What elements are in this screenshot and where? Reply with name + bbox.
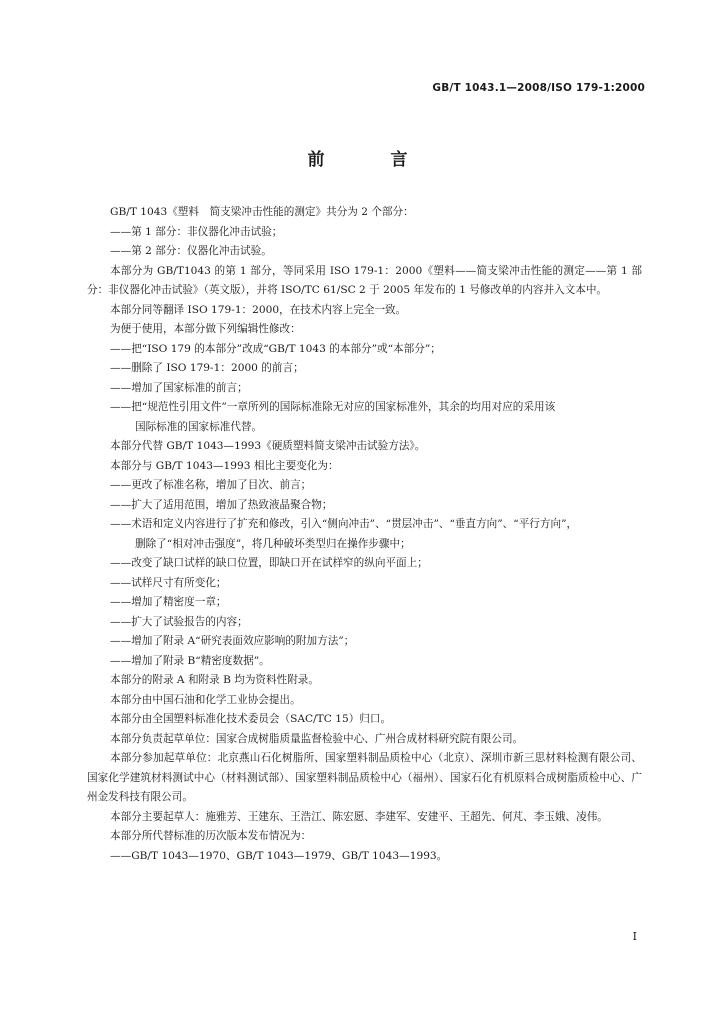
list-item: ——删除了 ISO 179-1：2000 的前言； (110, 362, 304, 374)
paragraph: 本部分同等翻译 ISO 179-1：2000，在技术内容上完全一致。 (110, 303, 407, 316)
list-item: ——第 2 部分：仪器化冲击试验。 (110, 245, 272, 257)
list-item: ——更改了标准名称，增加了目次、前言； (110, 479, 312, 491)
participants-paragraph: 本部分参加起草单位：北京燕山石化树脂所、国家塑料制品质检中心（北京）、深圳市新三思材料检测有限公司、国家化学建筑材料测试中心（材料测试部）、国家塑料制品质检中心（福州）、国家石化有机原料合成树脂质检中心、广州金发科技有限公司。 (87, 752, 642, 803)
list-item: ——增加了附录 A“研究表面效应影响的附加方法”； (110, 635, 355, 647)
list-item: ——术语和定义内容进行了扩充和修改，引入“侧向冲击”、“贯层冲击”、“垂直方向”、“平行方向”， (110, 518, 578, 530)
list-item: ——GB/T 1043—1970、GB/T 1043—1979、GB/T 1043—1993。 (110, 849, 448, 862)
foreword-body (87, 203, 642, 866)
paragraph: 本部分主要起草人：施雅芳、王建东、王浩江、陈宏愿、李建军、安建平、王超先、何芃、李玉娥、凌伟。 (110, 810, 608, 823)
list-item: ——试样尺寸有所变化； (110, 576, 227, 589)
page-number: I (632, 930, 637, 943)
list-item: ——增加了附录 B“精密度数据”。 (110, 654, 270, 667)
list-item-continuation: 国际标准的国家标准代替。 (135, 420, 263, 433)
paragraph: 本部分负责起草单位：国家合成树脂质量监督检验中心、广州合成材料研究院有限公司。 (110, 732, 524, 745)
list-item: ——第 1 部分：非仪器化冲击试验； (110, 225, 283, 238)
list-item: ——把“ISO 179 的本部分”改成“GB/T 1043 的本部分”或“本部分”； (110, 342, 441, 355)
paragraph: 为便于使用，本部分做下列编辑性修改： (110, 323, 301, 335)
list-item-continuation: 删除了“相对冲击强度”，将几种破坏类型归在操作步骤中； (135, 537, 411, 550)
standard-code-header: GB/T 1043.1—2008/ISO 179-1:2000 (432, 82, 645, 94)
paragraph: 本部分的附录 A 和附录 B 均为资料性附录。 (110, 674, 319, 686)
paragraph: 本部分由全国塑料标准化技术委员会（SAC/TC 15）归口。 (110, 713, 392, 725)
adoption-paragraph: 本部分为 GB/T1043 的第 1 部分，等同采用 ISO 179-1：2000《塑料——简支梁冲击性能的测定——第 1 部分：非仪器化冲击试验》（英文版），并将 ISO/TC 61/SC 2 于 2005 年发布的 1 号修改单的内容并入文本中。 (87, 264, 642, 296)
list-item: ——增加了精密度一章； (110, 596, 227, 608)
intro-paragraph: GB/T 1043《塑料 简支梁冲击性能的测定》共分为 2 个部分： (110, 206, 414, 218)
list-item: ——扩大了试验报告的内容； (110, 615, 248, 628)
list-item: ——增加了国家标准的前言； (110, 381, 248, 394)
paragraph: 本部分代替 GB/T 1043—1993《硬质塑料简支梁冲击试验方法》。 (110, 440, 426, 452)
paragraph: 本部分由中国石油和化学工业协会提出。 (110, 693, 301, 706)
list-item: ——扩大了适用范围，增加了热致液晶聚合物； (110, 498, 333, 511)
paragraph: 本部分所代替标准的历次版本发布情况为： (110, 830, 312, 842)
list-item: ——把“规范性引用文件”一章所列的国际标准除无对应的国家标准外，其余的均用对应的采用该 (110, 401, 556, 413)
paragraph: 本部分与 GB/T 1043—1993 相比主要变化为： (110, 459, 339, 472)
page-title: 前 言 (307, 150, 438, 170)
list-item: ——改变了缺口试样的缺口位置，即缺口开在试样窄的纵向平面上； (110, 557, 428, 569)
